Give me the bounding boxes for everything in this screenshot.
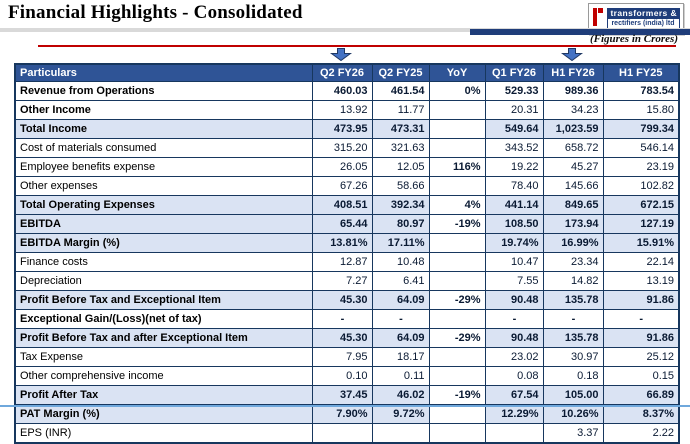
logo-line1: transformers & xyxy=(607,8,680,19)
value-cell: 10.48 xyxy=(372,253,429,272)
value-cell: 13.19 xyxy=(603,272,679,291)
value-cell: 108.50 xyxy=(485,215,543,234)
figures-note: (Figures in Crores) xyxy=(589,33,678,45)
value-cell: 0.15 xyxy=(603,367,679,386)
value-cell: 26.05 xyxy=(312,158,372,177)
value-cell: 7.95 xyxy=(312,348,372,367)
row-label: Profit Before Tax and after Exceptional Item xyxy=(15,329,312,348)
yoy-cell xyxy=(429,120,485,139)
yoy-cell: -29% xyxy=(429,291,485,310)
value-cell: 64.09 xyxy=(372,329,429,348)
value-cell: 45.30 xyxy=(312,291,372,310)
table-row xyxy=(15,139,679,158)
value-cell: 783.54 xyxy=(603,82,679,101)
table-row xyxy=(15,120,679,139)
value-cell: 37.45 xyxy=(312,386,372,405)
yoy-cell xyxy=(429,310,485,329)
value-cell: 23.19 xyxy=(603,158,679,177)
value-cell: 12.05 xyxy=(372,158,429,177)
value-cell: 7.90% xyxy=(312,405,372,424)
column-header: H1 FY25 xyxy=(603,64,679,82)
row-label: Profit Before Tax and Exceptional Item xyxy=(15,291,312,310)
value-cell xyxy=(372,424,429,444)
value-cell: 13.81% xyxy=(312,234,372,253)
table-row xyxy=(15,82,679,101)
value-cell: 67.54 xyxy=(485,386,543,405)
yoy-cell xyxy=(429,405,485,424)
value-cell: 546.14 xyxy=(603,139,679,158)
value-cell: 315.20 xyxy=(312,139,372,158)
row-label: EPS (INR) xyxy=(15,424,312,444)
value-cell: 13.92 xyxy=(312,101,372,120)
yoy-cell: -19% xyxy=(429,215,485,234)
value-cell: 408.51 xyxy=(312,196,372,215)
value-cell: 90.48 xyxy=(485,291,543,310)
column-header: Q2 FY25 xyxy=(372,64,429,82)
value-cell: 80.97 xyxy=(372,215,429,234)
value-cell: 12.29% xyxy=(485,405,543,424)
table-row xyxy=(15,272,679,291)
logo-icon-bar xyxy=(593,8,597,26)
value-cell: 0.18 xyxy=(543,367,603,386)
value-cell: 7.55 xyxy=(485,272,543,291)
row-label: Finance costs xyxy=(15,253,312,272)
value-cell: 392.34 xyxy=(372,196,429,215)
yoy-cell xyxy=(429,101,485,120)
table-row xyxy=(15,348,679,367)
value-cell: 14.82 xyxy=(543,272,603,291)
table-row xyxy=(15,424,679,444)
table-row xyxy=(15,196,679,215)
value-cell: 16.99% xyxy=(543,234,603,253)
value-cell: 672.15 xyxy=(603,196,679,215)
row-label: Exceptional Gain/(Loss)(net of tax) xyxy=(15,310,312,329)
value-cell: 11.77 xyxy=(372,101,429,120)
table-row xyxy=(15,253,679,272)
row-label: Other Income xyxy=(15,101,312,120)
value-cell: 18.17 xyxy=(372,348,429,367)
row-label: Employee benefits expense xyxy=(15,158,312,177)
table-row xyxy=(15,367,679,386)
value-cell: 2.22 xyxy=(603,424,679,444)
table-row xyxy=(15,101,679,120)
yoy-cell xyxy=(429,234,485,253)
down-arrow-icon xyxy=(561,48,583,61)
value-cell: 8.37% xyxy=(603,405,679,424)
value-cell: 127.19 xyxy=(603,215,679,234)
value-cell: 549.64 xyxy=(485,120,543,139)
table-body xyxy=(15,82,679,444)
value-cell: - xyxy=(603,310,679,329)
column-header: Particulars xyxy=(15,64,312,82)
value-cell: 658.72 xyxy=(543,139,603,158)
row-label: EBITDA Margin (%) xyxy=(15,234,312,253)
value-cell: 20.31 xyxy=(485,101,543,120)
value-cell: 473.95 xyxy=(312,120,372,139)
value-cell: 849.65 xyxy=(543,196,603,215)
value-cell: 321.63 xyxy=(372,139,429,158)
value-cell: 22.14 xyxy=(603,253,679,272)
value-cell: 67.26 xyxy=(312,177,372,196)
yoy-cell xyxy=(429,253,485,272)
value-cell: 10.26% xyxy=(543,405,603,424)
value-cell: 15.80 xyxy=(603,101,679,120)
row-label: Total Income xyxy=(15,120,312,139)
yoy-cell: -29% xyxy=(429,329,485,348)
value-cell: 25.12 xyxy=(603,348,679,367)
value-cell: 343.52 xyxy=(485,139,543,158)
row-label: EBITDA xyxy=(15,215,312,234)
value-cell: 473.31 xyxy=(372,120,429,139)
value-cell: - xyxy=(543,310,603,329)
value-cell: 66.89 xyxy=(603,386,679,405)
column-header: H1 FY26 xyxy=(543,64,603,82)
value-cell: 135.78 xyxy=(543,291,603,310)
value-cell: 30.97 xyxy=(543,348,603,367)
bottom-accent-line xyxy=(0,405,690,407)
value-cell: 46.02 xyxy=(372,386,429,405)
value-cell: 173.94 xyxy=(543,215,603,234)
value-cell: 23.34 xyxy=(543,253,603,272)
value-cell: 102.82 xyxy=(603,177,679,196)
table-row xyxy=(15,291,679,310)
yoy-cell xyxy=(429,348,485,367)
row-label: Other expenses xyxy=(15,177,312,196)
value-cell: 7.27 xyxy=(312,272,372,291)
row-label: Cost of materials consumed xyxy=(15,139,312,158)
value-cell: 799.34 xyxy=(603,120,679,139)
value-cell: 34.23 xyxy=(543,101,603,120)
value-cell: 460.03 xyxy=(312,82,372,101)
value-cell: 1,023.59 xyxy=(543,120,603,139)
value-cell: 0.11 xyxy=(372,367,429,386)
value-cell: 12.87 xyxy=(312,253,372,272)
yoy-cell: -19% xyxy=(429,386,485,405)
table-row xyxy=(15,215,679,234)
value-cell: 91.86 xyxy=(603,291,679,310)
row-label: Profit After Tax xyxy=(15,386,312,405)
value-cell: 58.66 xyxy=(372,177,429,196)
value-cell: - xyxy=(372,310,429,329)
value-cell: 6.41 xyxy=(372,272,429,291)
value-cell: 65.44 xyxy=(312,215,372,234)
value-cell: 19.22 xyxy=(485,158,543,177)
value-cell: 0.08 xyxy=(485,367,543,386)
value-cell: 23.02 xyxy=(485,348,543,367)
value-cell: 91.86 xyxy=(603,329,679,348)
row-label: Depreciation xyxy=(15,272,312,291)
table-row xyxy=(15,386,679,405)
table-row xyxy=(15,310,679,329)
value-cell: 17.11% xyxy=(372,234,429,253)
value-cell: - xyxy=(312,310,372,329)
yoy-cell xyxy=(429,139,485,158)
yoy-cell xyxy=(429,367,485,386)
page-title: Financial Highlights - Consolidated xyxy=(8,2,303,23)
yoy-cell xyxy=(429,177,485,196)
value-cell: 441.14 xyxy=(485,196,543,215)
value-cell: 989.36 xyxy=(543,82,603,101)
row-label: Tax Expense xyxy=(15,348,312,367)
table-row xyxy=(15,405,679,424)
red-divider-line xyxy=(38,45,676,47)
value-cell: 105.00 xyxy=(543,386,603,405)
row-label: Revenue from Operations xyxy=(15,82,312,101)
value-cell xyxy=(312,424,372,444)
yoy-cell xyxy=(429,272,485,291)
value-cell: 19.74% xyxy=(485,234,543,253)
value-cell: 78.40 xyxy=(485,177,543,196)
table-row xyxy=(15,158,679,177)
value-cell: 0.10 xyxy=(312,367,372,386)
value-cell: 90.48 xyxy=(485,329,543,348)
table-row xyxy=(15,177,679,196)
row-label: Other comprehensive income xyxy=(15,367,312,386)
column-header: Q2 FY26 xyxy=(312,64,372,82)
logo-icon-dot xyxy=(598,8,603,13)
table-row xyxy=(15,329,679,348)
value-cell: - xyxy=(485,310,543,329)
yoy-cell: 0% xyxy=(429,82,485,101)
value-cell: 45.27 xyxy=(543,158,603,177)
value-cell: 145.66 xyxy=(543,177,603,196)
logo-line2: rectifiers (india) ltd xyxy=(607,19,680,30)
value-cell: 135.78 xyxy=(543,329,603,348)
column-header: Q1 FY26 xyxy=(485,64,543,82)
value-cell: 461.54 xyxy=(372,82,429,101)
row-label: Total Operating Expenses xyxy=(15,196,312,215)
value-cell xyxy=(485,424,543,444)
down-arrow-icon xyxy=(330,48,352,61)
value-cell: 64.09 xyxy=(372,291,429,310)
yoy-cell: 116% xyxy=(429,158,485,177)
financial-highlights-table xyxy=(14,63,680,444)
column-header: YoY xyxy=(429,64,485,82)
value-cell: 45.30 xyxy=(312,329,372,348)
value-cell: 9.72% xyxy=(372,405,429,424)
value-cell: 15.91% xyxy=(603,234,679,253)
value-cell: 3.37 xyxy=(543,424,603,444)
value-cell: 10.47 xyxy=(485,253,543,272)
yoy-cell xyxy=(429,424,485,444)
table-row xyxy=(15,234,679,253)
value-cell: 529.33 xyxy=(485,82,543,101)
row-label: PAT Margin (%) xyxy=(15,405,312,424)
table-header-row xyxy=(15,64,679,82)
yoy-cell: 4% xyxy=(429,196,485,215)
